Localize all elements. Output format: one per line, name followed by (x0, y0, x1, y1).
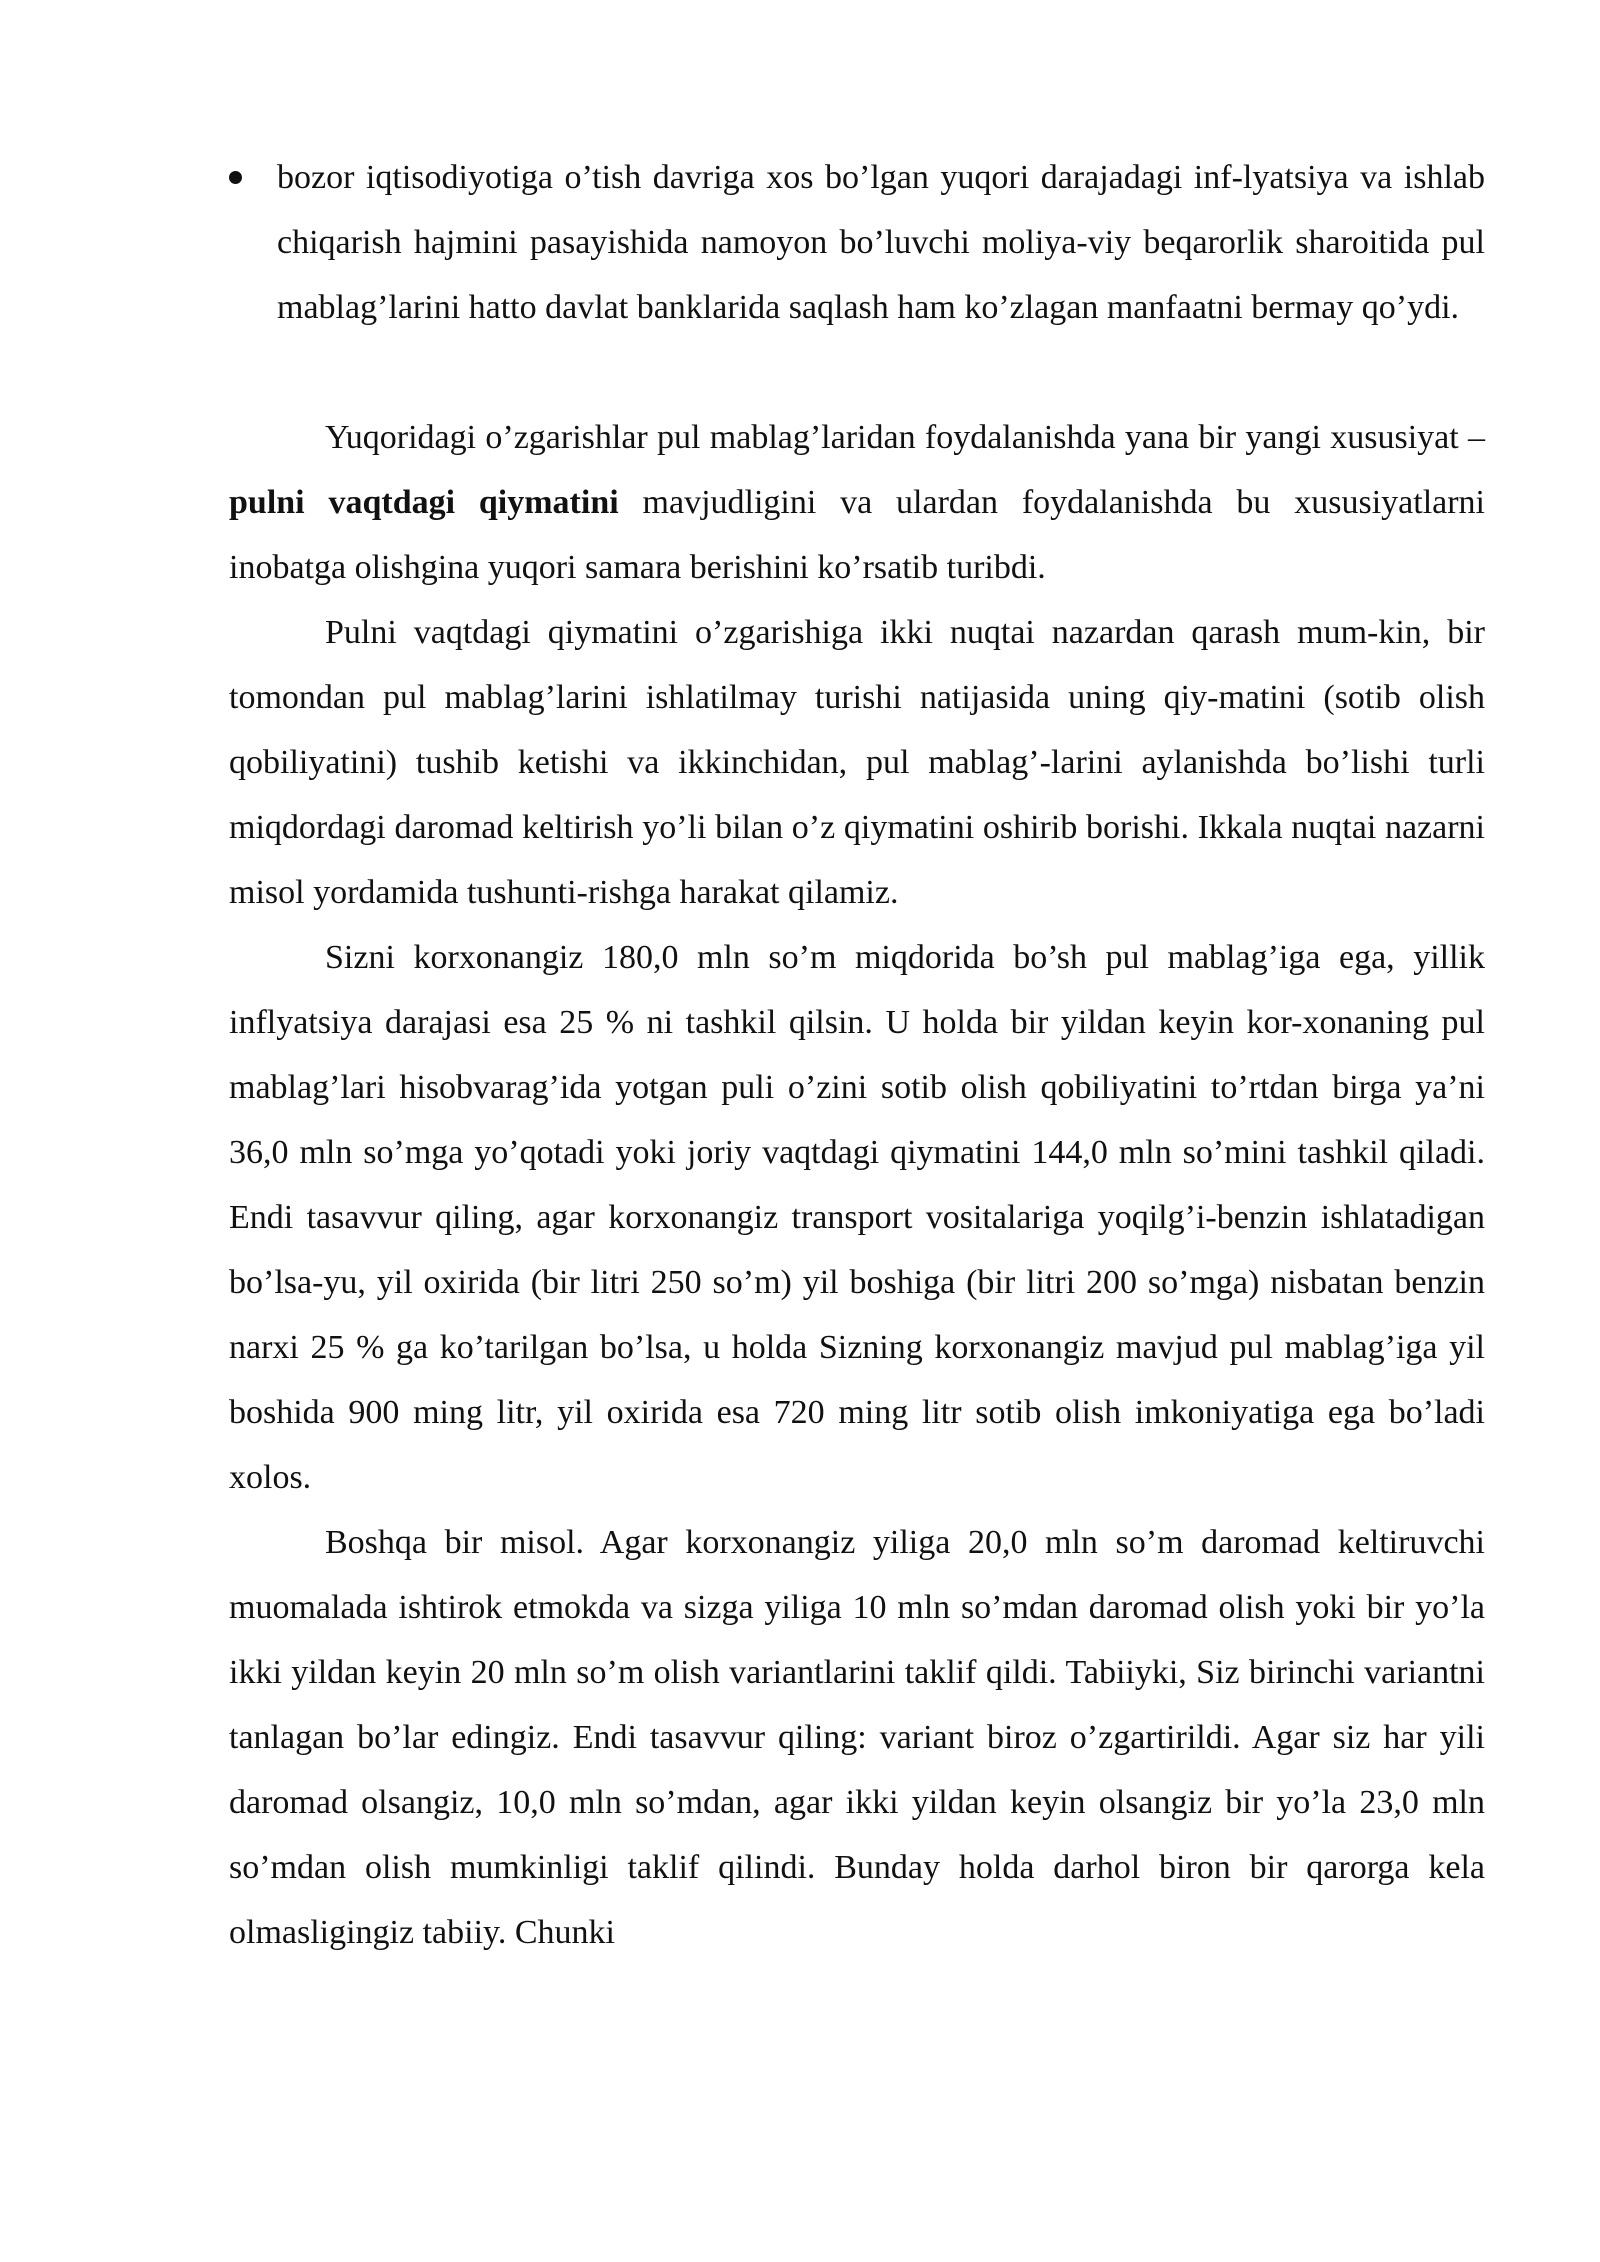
paragraph-1-text-start: Yuqoridagi o’zgarishlar pul mablag’laridan foydalanishda yana bir yangi xususiyat – (325, 419, 1485, 456)
key-term: pulni vaqtdagi qiymatini (229, 484, 619, 521)
bullet-list-item (229, 145, 1485, 340)
bullet-text: bozor iqtisodiyotiga o’tish davriga xos bo’lgan yuqori darajadagi inf-lyatsiya va ishlab chiqarish hajmini pasayishida namoyon bo’luvchi moliya-viy beqarorlik sharoitida pul mablag’larini hatto davlat banklarida saqlash ham ko’zlagan manfaatni bermay qo’ydi. (277, 159, 1485, 326)
paragraph-3: Sizni korxonangiz 180,0 mln so’m miqdorida bo’sh pul mablag’iga ega, yillik inflyatsiya darajasi esa 25 % ni tashkil qilsin. U holda bir yildan keyin kor-xonaning pul mablag’lari hisobvarag’ida yotgan puli o’zini sotib olish qobiliyatini to’rtdan birga ya’ni 36,0 mln so’mga yo’qotadi yoki joriy vaqtdagi qiymatini 144,0 mln so’mini tashkil qiladi. Endi tasavvur qiling, agar korxonangiz transport vositalariga yoqilg’i-benzin ishlatadigan bo’lsa-yu, yil oxirida (bir litri 250 so’m) yil boshiga (bir litri 200 so’mga) nisbatan benzin narxi 25 % ga ko’tarilgan bo’lsa, u holda Sizning korxonangiz mavjud pul mablag’iga yil boshida 900 ming litr, yil oxirida esa 720 ming litr sotib olish imkoniyatiga ega bo’ladi xolos. (229, 939, 1485, 1496)
paragraph-1 (229, 405, 1485, 600)
paragraph-2: Pulni vaqtdagi qiymatini o’zgarishiga ikki nuqtai nazardan qarash mum-kin, bir tomondan pul mablag’larini ishlatilmay turishi natijasida uning qiy-matini (sotib olish qobiliyatini) tushib ketishi va ikkinchidan, pul mablag’-larini aylanishda bo’lishi turli miqdordagi daromad keltirish yo’li bilan o’z qiymatini oshirib borishi. Ikkala nuqtai nazarni misol yordamida tushunti-rishga harakat qilamiz. (229, 614, 1485, 911)
paragraph-4: Boshqa bir misol. Agar korxonangiz yiliga 20,0 mln so’m daromad keltiruvchi muomalada ishtirok etmokda va sizga yiliga 10 mln so’mdan daromad olish yoki bir yo’la ikki yildan keyin 20 mln so’m olish variantlarini taklif qildi. Tabiiyki, Siz birinchi variantni tanlagan bo’lar edingiz. Endi tasavvur qiling: variant biroz o’zgartirildi. Agar siz har yili daromad olsangiz, 10,0 mln so’mdan, agar ikki yildan keyin olsangiz bir yo’la 23,0 mln so’mdan olish mumkinligi taklif qilindi. Bunday holda darhol biron bir qarorga kela olmasligingiz tabiiy. Chunki (229, 1524, 1485, 1951)
bullet-icon (229, 171, 242, 184)
paragraph-1-text-end: mavjudligini va ulardan foydalanishda bu xususiyatlarni inobatga olishgina yuqori samara berishini ko’rsatib turibdi. (229, 484, 1485, 586)
paragraph-spacer (229, 340, 1485, 405)
document-page (229, 145, 1485, 1965)
